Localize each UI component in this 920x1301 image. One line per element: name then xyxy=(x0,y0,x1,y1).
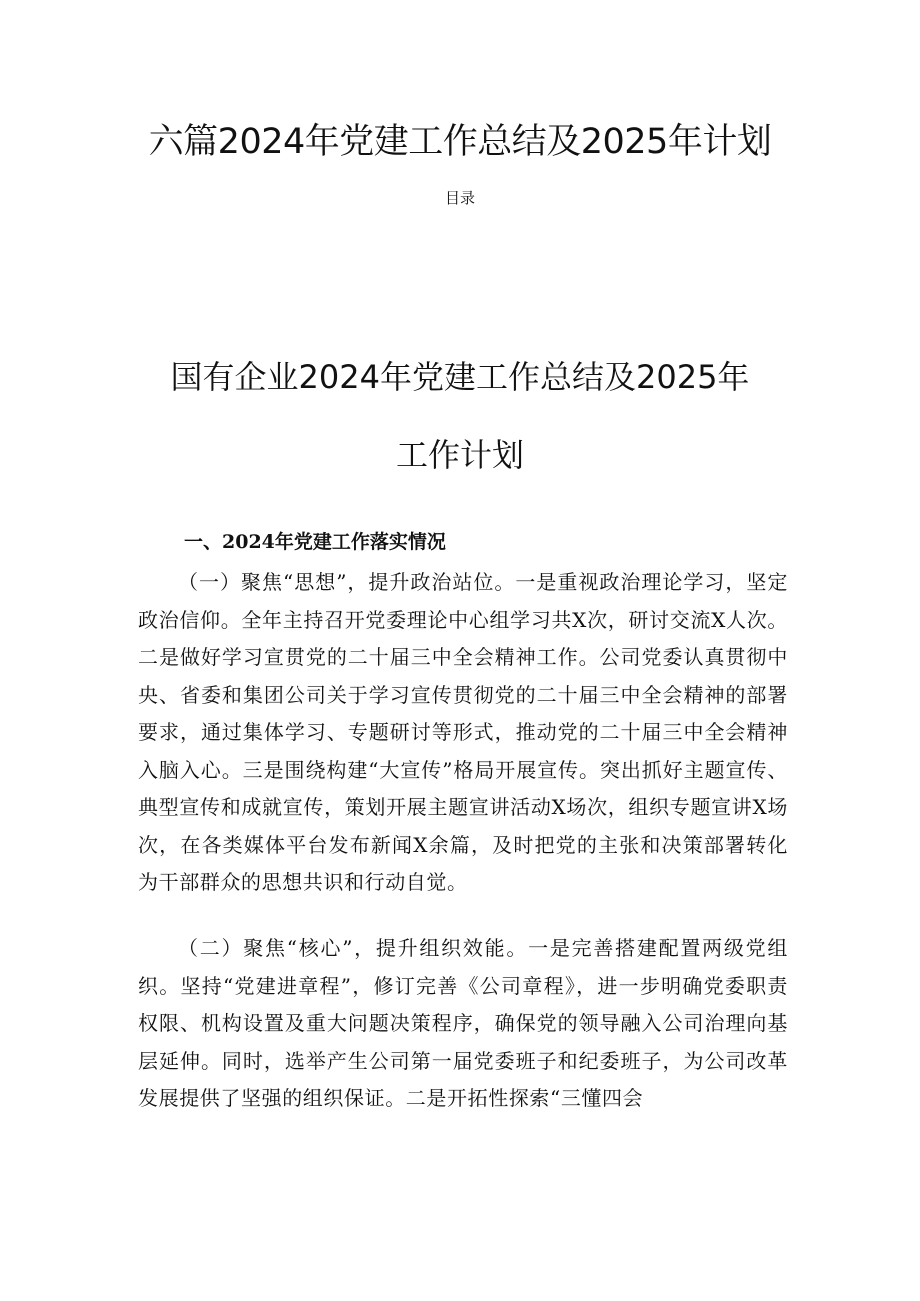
section-heading: 一、2024年党建工作落实情况 xyxy=(184,531,446,553)
body-paragraph-1: （一）聚焦“思想”，提升政治站位。一是重视政治理论学习，坚定政治信仰。全年主持召开党委理论中心组学习共X次，研讨交流X人次。二是做好学习宣贯党的二十届三中全会精神工作。公司党委认真贯彻中央、省委和集团公司关于学习宣传贯彻党的二十届三中全会精神的部署要求，通过集体学习、专题研讨等形式，推动党的二十届三中全会精神入脑入心。三是围绕构建“大宣传”格局开展宣传。突出抓好主题宣传、典型宣传和成就宣传，策划开展主题宣讲活动X场次，组织专题宣讲X场次，在各类媒体平台发布新闻X余篇，及时把党的主张和决策部署转化为干部群众的思想共识和行动自觉。 xyxy=(138,570,788,894)
article-title-line-2: 工作计划 xyxy=(395,436,524,474)
document-main-title: 六篇2024年党建工作总结及2025年计划 xyxy=(148,122,772,162)
table-of-contents-label: 目录 xyxy=(444,189,475,207)
article-title-line-1: 国有企业2024年党建工作总结及2025年 xyxy=(170,358,750,396)
body-paragraph-2: （二）聚焦“核心”，提升组织效能。一是完善搭建配置两级党组织。坚持“党建进章程”，修订完善《公司章程》，进一步明确党委职责权限、机构设置及重大问题决策程序，确保党的领导融入公司治理向基层延伸。同时，选举产生公司第一届党委班子和纪委班子，为公司改革发展提供了坚强的组织保证。二是开拓性探索“三懂四会 xyxy=(138,936,788,1110)
